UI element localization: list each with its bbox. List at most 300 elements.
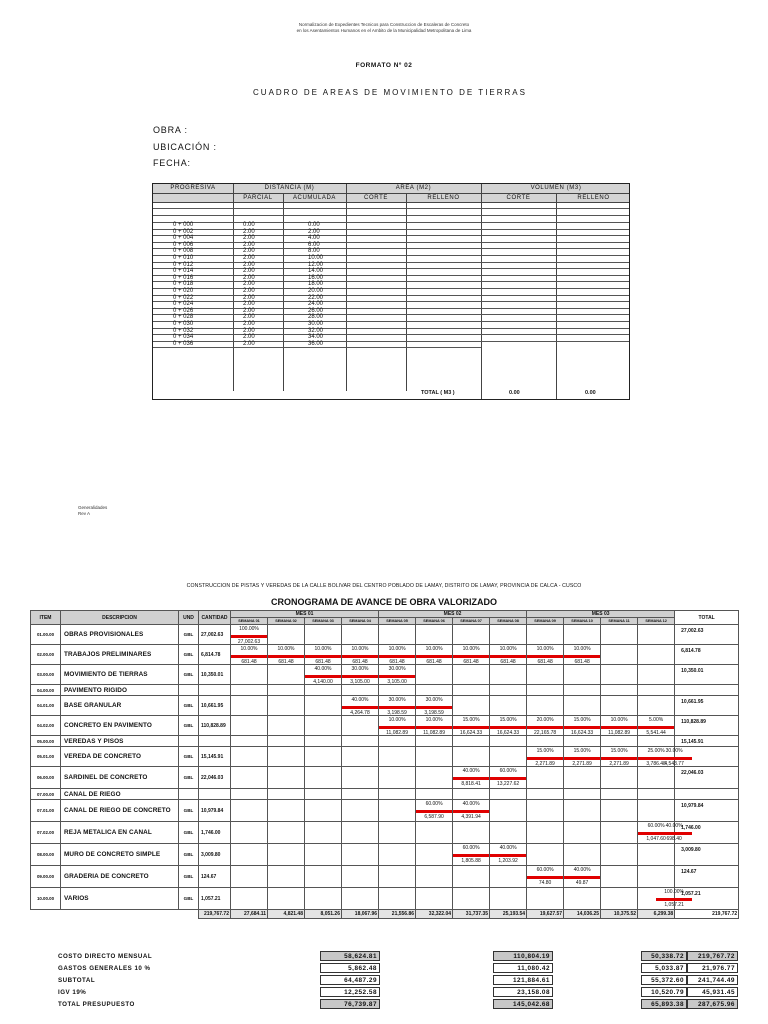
item-description: VEREDA DE CONCRETO <box>61 747 179 767</box>
week-cell <box>231 844 268 866</box>
item-code: 08.00.00 <box>31 844 61 866</box>
week-cell <box>638 789 675 800</box>
week-cell <box>638 625 675 645</box>
week-cell <box>527 789 564 800</box>
cronograma-table <box>30 610 739 919</box>
item-unit: GBL <box>179 625 199 645</box>
progress-bar <box>490 854 526 857</box>
week-cell <box>601 696 638 716</box>
week-amount: 16,624.33 <box>459 730 483 736</box>
progresiva-cell: 0 + 032 <box>173 327 194 334</box>
item-total: 1,746.00 <box>675 822 739 844</box>
week-cell <box>564 747 601 767</box>
week-cell <box>453 696 490 716</box>
week-cell <box>527 767 564 789</box>
item-total: 10,979.84 <box>675 800 739 822</box>
week-cell <box>379 696 416 716</box>
acumulada-cell: 26.00 <box>308 307 324 314</box>
progress-bar <box>527 876 563 879</box>
week-cell <box>490 665 527 685</box>
week-cell <box>416 866 453 888</box>
earthwork-row <box>153 268 629 275</box>
progress-bar <box>305 675 341 678</box>
week-cell <box>305 736 342 747</box>
week-cell <box>601 844 638 866</box>
item-description: CONCRETO EN PAVIMENTO <box>61 716 179 736</box>
summary-total-value: 219,767.72 <box>687 951 738 961</box>
week-cell <box>527 822 564 844</box>
item-quantity <box>199 685 231 696</box>
week-cell <box>527 685 564 696</box>
week-cell <box>638 665 675 685</box>
week-cell <box>342 844 379 866</box>
parcial-cell: 2.00 <box>243 248 255 255</box>
hdr-und: UND <box>179 611 199 625</box>
item-description: GRADERIA DE CONCRETO <box>61 866 179 888</box>
week-amount: 681.48 <box>278 659 294 665</box>
week-amount: 6,587.90 <box>424 814 444 820</box>
schedule-row <box>31 767 739 789</box>
week-cell <box>342 822 379 844</box>
week-cell <box>638 645 675 665</box>
week-cell <box>416 696 453 716</box>
progress-bar <box>231 635 267 638</box>
week-amount: 3,105.00 <box>387 679 407 685</box>
summary-row <box>58 986 738 998</box>
acumulada-cell: 14.00 <box>308 268 324 275</box>
week-cell <box>416 844 453 866</box>
progresiva-cell: 0 + 024 <box>173 301 194 308</box>
summary-m3-value: 65,893.38 <box>641 999 687 1009</box>
earthwork-row <box>153 229 629 236</box>
week-cell <box>416 625 453 645</box>
week-amount: 681.48 <box>315 659 331 665</box>
item-code: 04.00.00 <box>31 685 61 696</box>
week-percent: 10.00% <box>277 646 295 652</box>
week-cell <box>527 696 564 716</box>
week-cell <box>231 866 268 888</box>
item-total: 124.67 <box>675 866 739 888</box>
item-code: 07.01.00 <box>31 800 61 822</box>
week-cell <box>527 665 564 685</box>
week-amount: 4,140.00 <box>313 679 333 685</box>
week-cell <box>379 685 416 696</box>
item-unit: GBL <box>179 800 199 822</box>
summary-m2-value: 145,042.68 <box>493 999 553 1009</box>
progress-bar <box>564 726 600 729</box>
week-cell <box>416 800 453 822</box>
schedule-row <box>31 696 739 716</box>
week-percent: 15.00% <box>573 717 591 723</box>
week-cell <box>453 866 490 888</box>
week-cell <box>490 747 527 767</box>
schedule-row <box>31 800 739 822</box>
summary-label: GASTOS GENERALES 10 % <box>58 965 151 972</box>
schedule-row <box>31 645 739 665</box>
week-cell <box>564 888 601 910</box>
week-amount: 2,271.89 <box>572 761 592 767</box>
summary-m2-value: 11,080.42 <box>493 963 553 973</box>
obra-label: OBRA : <box>153 125 188 135</box>
week-cell <box>231 696 268 716</box>
schedule-row <box>31 747 739 767</box>
summary-m1-value: 76,739.87 <box>320 999 380 1009</box>
sum-week-9: 19,627.57 <box>527 910 564 919</box>
week-cell <box>490 685 527 696</box>
hdr-semana-8: SEMANA 08 <box>490 618 527 625</box>
sum-week-2: 4,821.48 <box>268 910 305 919</box>
schedule-row <box>31 665 739 685</box>
parcial-cell: 2.00 <box>243 268 255 275</box>
progresiva-cell: 0 + 026 <box>173 307 194 314</box>
week-cell <box>490 625 527 645</box>
week-cell <box>305 822 342 844</box>
parcial-cell: 2.00 <box>243 327 255 334</box>
week-cell <box>379 888 416 910</box>
col-parcial: PARCIAL <box>243 195 273 201</box>
col-vol-relleno: RELLENO <box>577 195 610 201</box>
week-cell <box>453 716 490 736</box>
week-cell <box>231 685 268 696</box>
week-percent: 40.00% <box>351 697 369 703</box>
item-description: VEREDAS Y PISOS <box>61 736 179 747</box>
week-percent: 30.00% <box>425 697 443 703</box>
week-cell <box>564 789 601 800</box>
item-unit <box>179 789 199 800</box>
acumulada-cell: 22.00 <box>308 294 324 301</box>
week-cell <box>305 789 342 800</box>
item-description: REJA METALICA EN CANAL <box>61 822 179 844</box>
week-percent: 30.00% <box>665 748 683 754</box>
week-percent: 10.00% <box>388 717 406 723</box>
week-cell <box>231 822 268 844</box>
item-total: 6,814.78 <box>675 645 739 665</box>
week-cell <box>231 716 268 736</box>
sum-cantidad: 219,767.72 <box>199 910 231 919</box>
week-cell <box>564 800 601 822</box>
week-cell <box>342 665 379 685</box>
week-cell <box>342 645 379 665</box>
summary-label: SUBTOTAL <box>58 977 96 984</box>
week-cell <box>379 736 416 747</box>
item-quantity: 124.67 <box>199 866 231 888</box>
week-percent: 60.00% <box>425 801 443 807</box>
week-cell <box>268 747 305 767</box>
summary-m2-value: 110,804.19 <box>493 951 553 961</box>
week-cell <box>416 645 453 665</box>
summary-row <box>58 950 738 962</box>
item-quantity: 27,002.63 <box>199 625 231 645</box>
week-amount: 681.48 <box>426 659 442 665</box>
week-cell <box>527 844 564 866</box>
week-percent: 15.00% <box>499 717 517 723</box>
week-cell <box>638 716 675 736</box>
week-cell <box>379 789 416 800</box>
week-percent: 60.00% <box>499 768 517 774</box>
progresiva-cell: 0 + 020 <box>173 288 194 294</box>
week-amount: 1,047.60 <box>646 836 666 842</box>
week-cell <box>268 888 305 910</box>
summary-m1-value: 12,252.58 <box>320 987 380 997</box>
acumulada-cell: 8.00 <box>308 248 320 255</box>
acumulada-cell: 12.00 <box>308 261 324 268</box>
progress-bar <box>342 675 378 678</box>
hdr-semana-1: SEMANA 01 <box>231 618 268 625</box>
summary-label: COSTO DIRECTO MENSUAL <box>58 953 153 960</box>
week-cell <box>342 789 379 800</box>
week-cell <box>601 866 638 888</box>
summary-total-value: 287,675.96 <box>687 999 738 1009</box>
schedule-row <box>31 844 739 866</box>
earthwork-row <box>153 262 629 269</box>
week-amount: 5,541.44 <box>646 730 666 736</box>
hdr-semana-6: SEMANA 06 <box>416 618 453 625</box>
week-cell <box>268 625 305 645</box>
progress-bar <box>342 706 378 709</box>
earthwork-row <box>153 328 629 335</box>
earthwork-row <box>153 288 629 295</box>
week-cell <box>453 767 490 789</box>
acumulada-cell: 20.00 <box>308 288 324 294</box>
summary-m3-value: 55,372.60 <box>641 975 687 985</box>
earthwork-row <box>153 242 629 249</box>
progress-bar <box>416 726 452 729</box>
progress-bar <box>453 726 489 729</box>
item-code: 05.01.00 <box>31 747 61 767</box>
item-unit <box>179 685 199 696</box>
week-amount: 681.48 <box>500 659 516 665</box>
week-cell <box>416 716 453 736</box>
item-code: 04.02.00 <box>31 716 61 736</box>
weekly-sum-row <box>31 910 739 919</box>
item-description: MOVIMIENTO DE TIERRAS <box>61 665 179 685</box>
week-cell <box>342 800 379 822</box>
item-quantity: 10,350.01 <box>199 665 231 685</box>
week-cell <box>342 696 379 716</box>
item-unit: GBL <box>179 645 199 665</box>
week-cell <box>564 685 601 696</box>
progress-bar <box>601 757 637 760</box>
week-cell <box>527 645 564 665</box>
week-cell <box>416 789 453 800</box>
week-cell <box>564 822 601 844</box>
item-unit: GBL <box>179 888 199 910</box>
week-cell <box>342 747 379 767</box>
week-amount: 681.48 <box>537 659 553 665</box>
week-cell <box>416 736 453 747</box>
week-amount: 681.48 <box>574 659 590 665</box>
week-cell <box>527 800 564 822</box>
week-cell <box>638 747 684 767</box>
hdr-mes-01: MES 01 <box>231 611 379 618</box>
week-cell <box>490 800 527 822</box>
progress-bar <box>342 655 378 658</box>
week-amount: 1,057.21 <box>664 902 684 908</box>
parcial-cell: 2.00 <box>243 307 255 314</box>
week-cell <box>490 696 527 716</box>
item-total <box>675 747 739 767</box>
progress-bar <box>379 675 415 678</box>
week-percent: 10.00% <box>388 646 406 652</box>
week-cell <box>527 747 564 767</box>
progress-bar <box>564 757 600 760</box>
week-cell <box>490 822 527 844</box>
schedule-row <box>31 685 739 696</box>
item-code: 02.00.00 <box>31 645 61 665</box>
week-amount: 4,264.78 <box>350 710 370 716</box>
item-code: 07.02.00 <box>31 822 61 844</box>
parcial-cell: 2.00 <box>243 314 255 321</box>
week-cell <box>342 888 379 910</box>
week-cell <box>453 625 490 645</box>
week-cell <box>268 767 305 789</box>
footer-note <box>78 505 107 516</box>
progresiva-cell: 0 + 034 <box>173 334 194 341</box>
progress-bar <box>416 655 452 658</box>
col-distancia: DISTANCIA (M) <box>264 185 315 191</box>
sum-total: 219,767.72 <box>675 910 739 919</box>
progresiva-cell: 0 + 002 <box>173 228 194 235</box>
week-cell <box>601 789 638 800</box>
sum-spacer <box>31 910 199 919</box>
week-cell <box>342 716 379 736</box>
acumulada-cell: 34.00 <box>308 334 324 341</box>
item-unit <box>179 736 199 747</box>
earthwork-blank-row <box>153 215 629 222</box>
summary-m3-value: 10,520.79 <box>641 987 687 997</box>
week-amount: 49.87 <box>575 880 589 886</box>
acumulada-cell: 6.00 <box>308 241 320 248</box>
week-cell <box>305 696 342 716</box>
acumulada-cell: 32.00 <box>308 327 324 334</box>
item-total: 3,009.80 <box>675 844 739 866</box>
acumulada-cell: 0.00 <box>308 222 320 228</box>
schedule-row <box>31 866 739 888</box>
progress-bar <box>527 655 563 658</box>
item-quantity: 15,145.91 <box>199 747 231 767</box>
acumulada-cell: 18.00 <box>308 281 324 288</box>
item-total: 27,002.63 <box>675 625 739 645</box>
week-percent: 10.00% <box>314 646 332 652</box>
progresiva-cell: 0 + 022 <box>173 294 194 301</box>
week-cell <box>601 716 638 736</box>
summary-m1-value: 64,487.29 <box>320 975 380 985</box>
week-cell <box>564 866 601 888</box>
week-cell <box>564 844 601 866</box>
header-line-1: Normalizacion de Expedientes Tecnicos para Construccion de Escaleras de Concreto <box>298 22 470 27</box>
week-cell <box>379 625 416 645</box>
week-cell <box>268 866 305 888</box>
week-cell <box>453 789 490 800</box>
week-cell <box>453 747 490 767</box>
hdr-mes-03: MES 03 <box>527 611 675 618</box>
sum-week-10: 14,036.25 <box>564 910 601 919</box>
item-code: 03.00.00 <box>31 665 61 685</box>
week-cell <box>342 736 379 747</box>
hdr-total: TOTAL <box>675 611 739 625</box>
summary-row <box>58 962 738 974</box>
week-percent: 25.00% <box>647 748 665 754</box>
item-description: TRABAJOS PRELIMINARES <box>61 645 179 665</box>
sum-week-11: 10,375.52 <box>601 910 638 919</box>
parcial-cell: 2.00 <box>243 261 255 268</box>
item-unit: GBL <box>179 767 199 789</box>
summary-label: TOTAL PRESUPUESTO <box>58 1001 135 1008</box>
progresiva-cell: 0 + 030 <box>173 321 194 327</box>
week-amount: 11,082.89 <box>386 730 408 736</box>
format-number: FORMATO Nº 02 <box>355 62 413 69</box>
week-cell <box>268 696 305 716</box>
week-amount: 3,198.59 <box>424 710 444 716</box>
item-quantity: 110,828.89 <box>199 716 231 736</box>
item-quantity: 1,746.00 <box>199 822 231 844</box>
hdr-cantidad: CANTIDAD <box>199 611 231 625</box>
week-cell <box>453 665 490 685</box>
week-cell <box>453 844 490 866</box>
week-cell <box>268 844 305 866</box>
week-cell <box>638 767 675 789</box>
parcial-cell: 2.00 <box>243 301 255 308</box>
total-relleno-value: 0.00 <box>585 390 596 396</box>
schedule-row <box>31 736 739 747</box>
schedule-row <box>31 625 739 645</box>
week-percent: 40.00% <box>314 666 332 672</box>
week-percent: 40.00% <box>462 801 480 807</box>
item-quantity: 10,661.95 <box>199 696 231 716</box>
progresiva-cell: 0 + 012 <box>173 261 194 268</box>
sum-week-6: 32,322.04 <box>416 910 453 919</box>
summary-total-value: 241,744.49 <box>687 975 738 985</box>
schedule-row <box>31 888 739 910</box>
progress-bar <box>416 810 452 813</box>
earthwork-row <box>153 321 629 328</box>
week-cell <box>564 696 601 716</box>
week-cell <box>305 747 342 767</box>
week-amount: 3,198.59 <box>387 710 407 716</box>
week-percent: 10.00% <box>351 646 369 652</box>
item-code: 05.00.00 <box>31 736 61 747</box>
acumulada-cell: 24.00 <box>308 301 324 308</box>
week-amount: 16,624.33 <box>570 730 594 736</box>
parcial-cell: 2.00 <box>243 321 255 327</box>
week-percent: 10.00% <box>536 646 554 652</box>
acumulada-cell: 4.00 <box>308 235 320 242</box>
week-percent: 15.00% <box>462 717 480 723</box>
footer-note-line-1: Generalidades <box>78 505 108 510</box>
cronograma-title: CRONOGRAMA DE AVANCE DE OBRA VALORIZADO <box>271 597 497 607</box>
week-amount: 698.40 <box>666 836 682 842</box>
week-amount: 74.80 <box>538 880 552 886</box>
progress-bar <box>638 726 674 729</box>
progress-bar <box>416 706 452 709</box>
item-total <box>675 685 739 696</box>
item-unit: GBL <box>179 866 199 888</box>
week-cell <box>379 645 416 665</box>
week-percent: 10.00% <box>240 646 258 652</box>
acumulada-cell: 36.00 <box>308 340 324 347</box>
week-cell <box>268 685 305 696</box>
fecha-label: FECHA: <box>153 158 191 168</box>
item-unit: GBL <box>179 747 199 767</box>
sum-week-4: 18,067.96 <box>342 910 379 919</box>
week-cell <box>231 665 268 685</box>
week-cell <box>379 844 416 866</box>
week-cell <box>416 685 453 696</box>
week-cell <box>601 685 638 696</box>
col-vol-corte: CORTE <box>506 195 531 201</box>
earthwork-body <box>153 203 629 399</box>
week-cell <box>416 822 453 844</box>
